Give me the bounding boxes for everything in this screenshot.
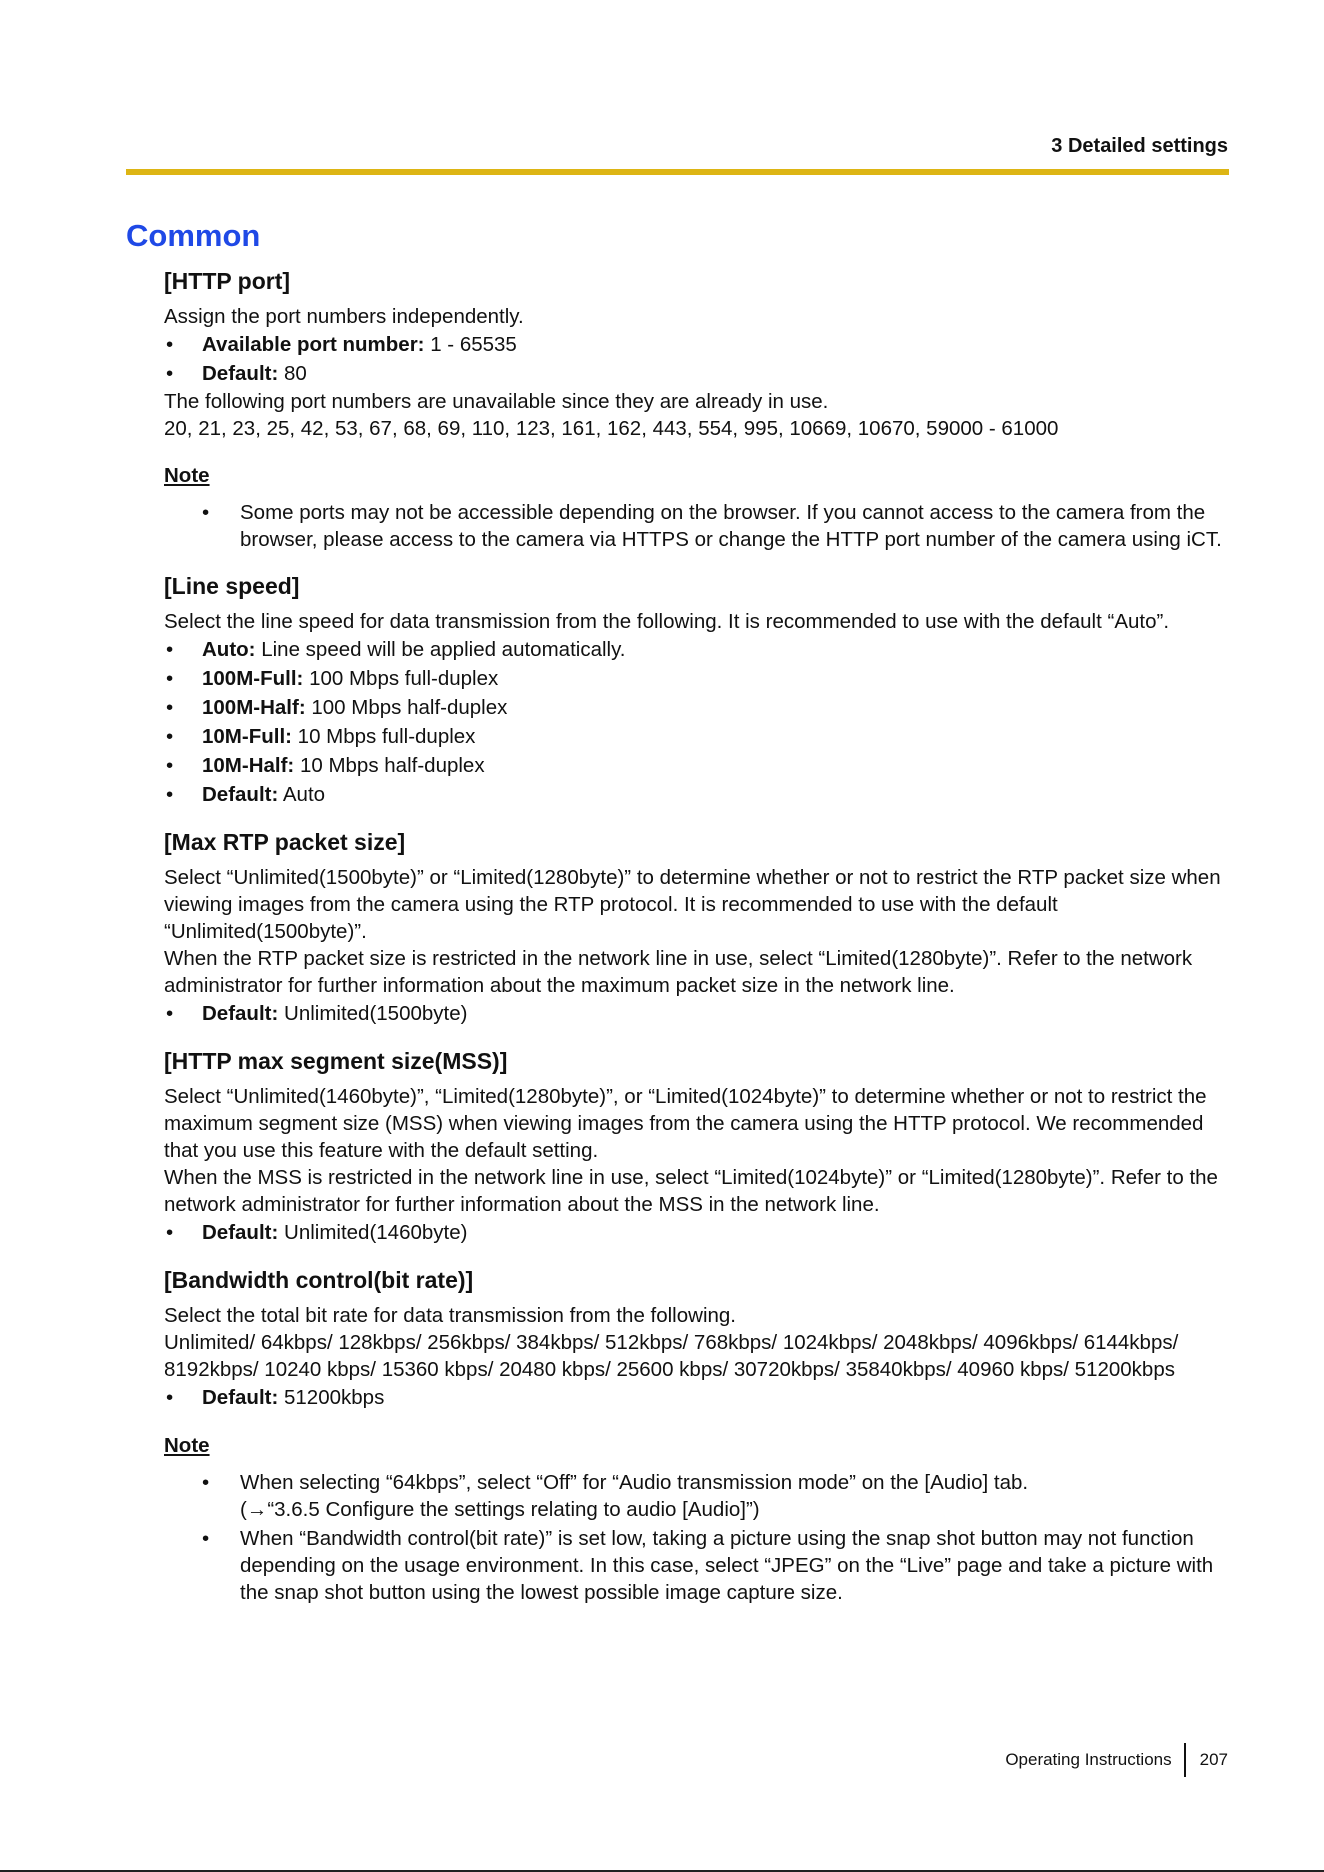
paragraph: Select “Unlimited(1460byte)”, “Limited(1280byte)”, or “Limited(1024byte)” to determine whether or not to restrict the maximum segment size (MSS) when viewing images from the camera using the HTTP protocol. We recommended that you use this feature with the default setting. (164, 1085, 1207, 1162)
item-text: 100 Mbps full-duplex (303, 667, 499, 690)
list-item (164, 330, 1230, 359)
section-title: [HTTP port] (164, 268, 291, 294)
item-label: Default: (202, 1002, 279, 1025)
list-item (164, 751, 1230, 780)
bullet-list (164, 1218, 1230, 1247)
item-text: Unlimited(1460byte) (278, 1221, 468, 1244)
section-http-mss (164, 1046, 1230, 1247)
section-line-speed (164, 571, 1230, 809)
item-label: 10M-Full: (202, 725, 292, 748)
list-item (164, 999, 1230, 1028)
item-label: Default: (202, 1386, 279, 1409)
running-header: 3 Detailed settings (1051, 135, 1228, 157)
note-list (164, 499, 1230, 553)
item-text: Unlimited(1500byte) (278, 1002, 468, 1025)
page-footer (1005, 1743, 1228, 1777)
paragraph: Select “Unlimited(1500byte)” or “Limited(1280byte)” to determine whether or not to restrict the RTP packet size when viewing images from the camera using the RTP protocol. It is recommended to use with the default “Unlimited(1500byte)”. (164, 866, 1221, 943)
item-label: Default: (202, 1221, 279, 1244)
list-item (164, 359, 1230, 388)
document-body (164, 266, 1230, 1620)
item-text: 1 - 65535 (424, 333, 517, 356)
list-item (164, 635, 1230, 664)
note-item (240, 1525, 1230, 1606)
page-number: 207 (1199, 1750, 1228, 1769)
list-item (164, 780, 1230, 809)
bitrate-options: Unlimited/ 64kbps/ 128kbps/ 256kbps/ 384kbps/ 512kbps/ 768kbps/ 1024kbps/ 2048kbps/ 4096kbps/ 6144kbps/ 8192kbps/ 10240 kbps/ 15360 kbps/ 20480 kbps/ 25600 kbps/ 30720kbps/ 35840kbps/ 40960 kbps/ 51200kbps (164, 1331, 1179, 1381)
item-text: 100 Mbps half-duplex (305, 696, 508, 719)
paragraph: Select the total bit rate for data transmission from the following. (164, 1304, 736, 1327)
page-heading: Common (126, 218, 261, 253)
list-item (164, 1218, 1230, 1247)
item-label: Auto: (202, 638, 256, 661)
list-item (164, 722, 1230, 751)
note-item: • Some ports may not be accessible depending on the browser. If you cannot access to the camera from the browser, please access to the camera via HTTPS or change the HTTP port number of the camera using iCT. (240, 499, 1230, 553)
paragraph: When the MSS is restricted in the network line in use, select “Limited(1024byte)” or “Limited(1280byte)”. Refer to the network administrator for further information about the MSS in the network line. (164, 1166, 1218, 1216)
list-item (164, 664, 1230, 693)
note-text: When “Bandwidth control(bit rate)” is set low, taking a picture using the snap shot button may not function depending on the usage environment. In this case, select “JPEG” on the “Live” page and take a picture with the snap shot button using the lowest possible image capture size. (240, 1527, 1214, 1604)
item-label: Available port number: (202, 333, 425, 356)
item-label: 10M-Half: (202, 754, 295, 777)
item-text: 10 Mbps full-duplex (291, 725, 476, 748)
note-item (240, 1469, 1230, 1523)
section-intro: Select the line speed for data transmission from the following. It is recommended to use with the default “Auto”. (164, 610, 1170, 633)
paragraph: When the RTP packet size is restricted in the network line in use, select “Limited(1280byte)”. Refer to the network administrator for further information about the maximum packet size in the network line. (164, 947, 1193, 997)
bullet-list (164, 1383, 1230, 1412)
note-text: When selecting “64kbps”, select “Off” for “Audio transmission mode” on the [Audio] tab. (240, 1471, 1029, 1494)
item-text: Auto (278, 783, 326, 806)
note-label: Note (164, 464, 210, 487)
item-label: 100M-Full: (202, 667, 304, 690)
note-label: Note (164, 1434, 210, 1457)
item-text: 80 (278, 362, 307, 385)
section-bandwidth-control (164, 1265, 1230, 1606)
bullet-list (164, 635, 1230, 809)
section-http-port (164, 266, 1230, 553)
cross-reference: (→“3.6.5 Configure the settings relating to audio [Audio]”) (240, 1498, 760, 1521)
item-label: 100M-Half: (202, 696, 306, 719)
list-item (164, 1383, 1230, 1412)
list-item (164, 693, 1230, 722)
footer-doc-title: Operating Instructions (1005, 1750, 1172, 1769)
bullet-list (164, 330, 1230, 388)
item-text: 51200kbps (278, 1386, 385, 1409)
paragraph: The following port numbers are unavailable since they are already in use. (164, 390, 829, 413)
unavailable-ports: 20, 21, 23, 25, 42, 53, 67, 68, 69, 110, 123, 161, 162, 443, 554, 995, 10669, 10670, 59000 - 61000 (164, 417, 1059, 440)
section-title: [Max RTP packet size] (164, 829, 406, 855)
item-label: Default: (202, 362, 279, 385)
section-intro: Assign the port numbers independently. (164, 305, 524, 328)
note-list (164, 1469, 1230, 1606)
item-text: Line speed will be applied automatically. (255, 638, 626, 661)
item-text: 10 Mbps half-duplex (294, 754, 485, 777)
bullet-list (164, 999, 1230, 1028)
item-label: Default: (202, 783, 279, 806)
section-max-rtp-packet-size (164, 827, 1230, 1028)
section-title: [Bandwidth control(bit rate)] (164, 1267, 474, 1293)
section-title: [Line speed] (164, 573, 300, 599)
section-title: [HTTP max segment size(MSS)] (164, 1048, 508, 1074)
header-rule (126, 169, 1229, 175)
